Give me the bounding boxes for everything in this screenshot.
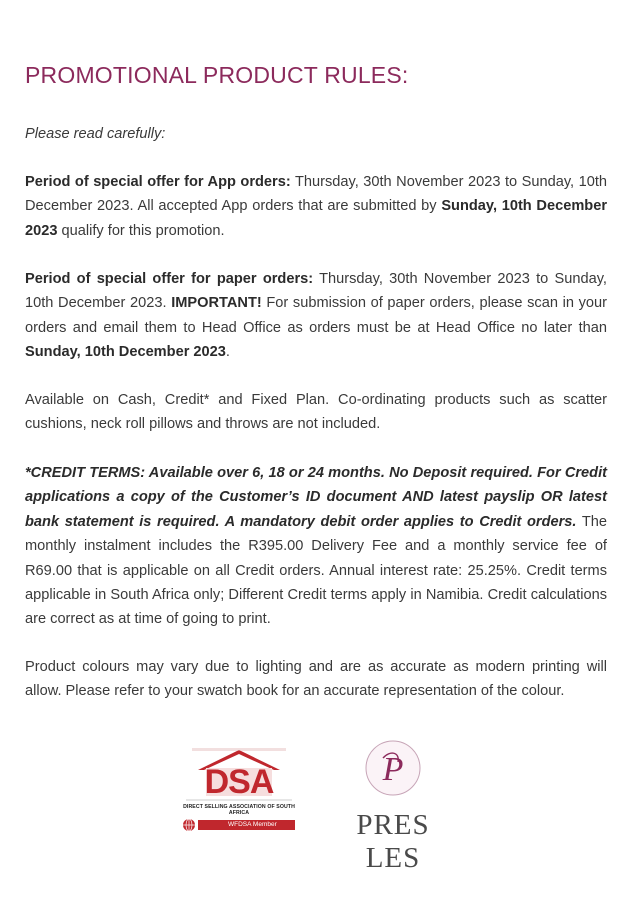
paper-offer-important: IMPORTANT! [171,295,262,312]
paper-offer-label: Period of special offer for paper orders: [25,271,314,287]
brand-name: PRES LES [356,809,430,874]
paper-offer-text-mid: For submission of paper orders, please scan in your orders and email them to Head Office as orders must be at Head Office no later than [25,295,607,336]
paper-offer-text: Thursday, 30th November 2023 to Sunday, 10th December 2023. [25,271,607,312]
app-offer-paragraph [25,170,607,243]
credit-terms-paragraph [25,461,607,632]
brand-monogram: P [382,751,404,788]
colours-note-paragraph: Product colours may vary due to lighting and are as accurate as modern printing will allow. Please refer to your swatch book for an accurate representation of the colour. [25,659,607,700]
pres-les-logo [328,738,458,874]
app-offer-label: Period of special offer for App orders: [25,174,291,190]
dsa-tagline: DIRECT SELLING ASSOCIATION OF SOUTH AFRICA [183,804,295,816]
pres-les-monogram-icon [328,738,458,808]
paper-offer-text-end: . [225,344,230,361]
app-offer-text-end: qualify for this promotion. [57,222,225,239]
dsa-mark: DSA [204,763,274,801]
page-title: PROMOTIONAL PRODUCT RULES: [25,62,409,88]
paper-offer-deadline: Sunday, 10th December 2023 [25,344,226,361]
availability-paragraph: Available on Cash, Credit* and Fixed Plan. Co-ordinating products such as scatter cushions, neck roll pillows and throws are not included. [25,392,607,433]
dsa-logo [178,748,300,838]
credit-terms-text: The monthly instalment includes the R395.00 Delivery Fee and a monthly service fee of R69.00 that is applicable on all Credit orders. Annual interest rate: 25.25%. Credit terms applicable in South Africa only; Different Credit terms apply in Namibia. Credit calculations are correct as at time of going to print. [25,513,607,628]
paper-offer-paragraph [25,267,607,365]
app-offer-deadline: Sunday, 10th December 2023 [25,198,608,239]
credit-terms-bold: *CREDIT TERMS: Available over 6, 18 or 24 months. No Deposit required. For Credit applications a copy of the Customer’s ID document AND latest payslip OR latest bank statement is required. A mandatory debit order applies to Credit orders. [25,465,607,530]
wfdsa-label: WFDSA Member [228,821,277,828]
app-offer-text: Thursday, 30th November 2023 to Sunday, 10th December 2023. All accepted App orders that are submitted by [25,174,608,215]
intro-text: Please read carefully: [25,126,166,142]
